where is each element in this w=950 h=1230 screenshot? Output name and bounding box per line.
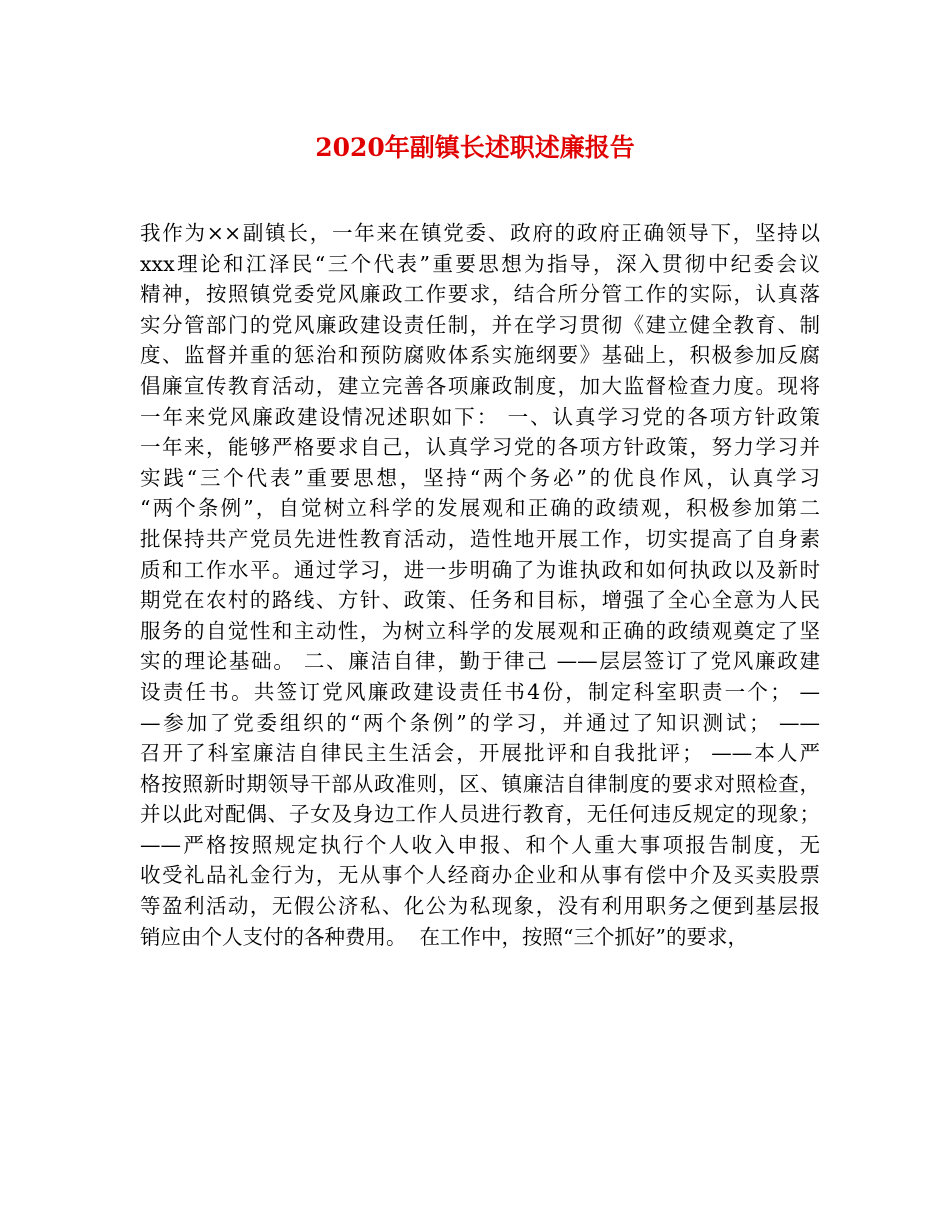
body-line: 实分管部门的党风廉政建设责任制，并在学习贯彻《建立健全教育、制	[140, 312, 820, 337]
body-line: 格按照新时期领导干部从政准则，区、镇廉洁自律制度的要求对照检查，	[140, 771, 820, 796]
body-line: 等盈利活动，无假公济私、化公为私现象，没有利用职务之便到基层报	[140, 894, 820, 919]
body-line: 召开了科室廉洁自律民主生活会，开展批评和自我批评； ——本人严	[140, 741, 820, 766]
body-line: “两个条例”，自觉树立科学的发展观和正确的政绩观，积极参加第二	[140, 496, 820, 521]
body-line: 度、监督并重的惩治和预防腐败体系实施纲要》基础上，积极参加反腐	[140, 343, 820, 368]
body-line: xxx理论和江泽民“三个代表”重要思想为指导，深入贯彻中纪委会议	[140, 251, 820, 276]
body-line: 一年来党风廉政建设情况述职如下： 一、认真学习党的各项方针政策	[140, 404, 820, 429]
body-line: 收受礼品礼金行为，无从事个人经商办企业和从事有偿中介及买卖股票	[140, 863, 820, 888]
body-line: 倡廉宣传教育活动，建立完善各项廉政制度，加大监督检查力度。现将	[140, 373, 820, 398]
body-line: 设责任书。共签订党风廉政建设责任书4份，制定科室职责一个； —	[140, 679, 820, 704]
body-line: 实践“三个代表”重要思想，坚持“两个务必”的优良作风，认真学习	[140, 465, 820, 490]
body-line: 并以此对配偶、子女及身边工作人员进行教育，无任何违反规定的现象；	[140, 802, 820, 827]
body-line: ——严格按照规定执行个人收入申报、和个人重大事项报告制度，无	[140, 832, 820, 857]
body-line: 一年来，能够严格要求自己，认真学习党的各项方针政策，努力学习并	[140, 435, 820, 460]
body-line-last: 销应由个人支付的各种费用。 在工作中，按照“三个抓好”的要求，	[140, 924, 748, 949]
document-title: 2020年副镇长述职述廉报告	[315, 133, 635, 162]
body-line: 期党在农村的路线、方针、政策、任务和目标，增强了全心全意为人民	[140, 588, 820, 613]
body-line: 精神，按照镇党委党风廉政工作要求，结合所分管工作的实际，认真落	[140, 282, 820, 307]
body-line: —参加了党委组织的“两个条例”的学习，并通过了知识测试； ——	[140, 710, 820, 735]
document-body	[140, 218, 820, 952]
body-line: 实的理论基础。 二、廉洁自律，勤于律己 ——层层签订了党风廉政建	[140, 649, 820, 674]
body-line: 批保持共产党员先进性教育活动，造性地开展工作，切实提高了自身素	[140, 526, 820, 551]
body-line: 我作为××副镇长，一年来在镇党委、政府的政府正确领导下，坚持以	[140, 221, 820, 245]
body-line: 服务的自觉性和主动性，为树立科学的发展观和正确的政绩观奠定了坚	[140, 618, 820, 643]
body-line: 质和工作水平。通过学习，进一步明确了为谁执政和如何执政以及新时	[140, 557, 820, 582]
